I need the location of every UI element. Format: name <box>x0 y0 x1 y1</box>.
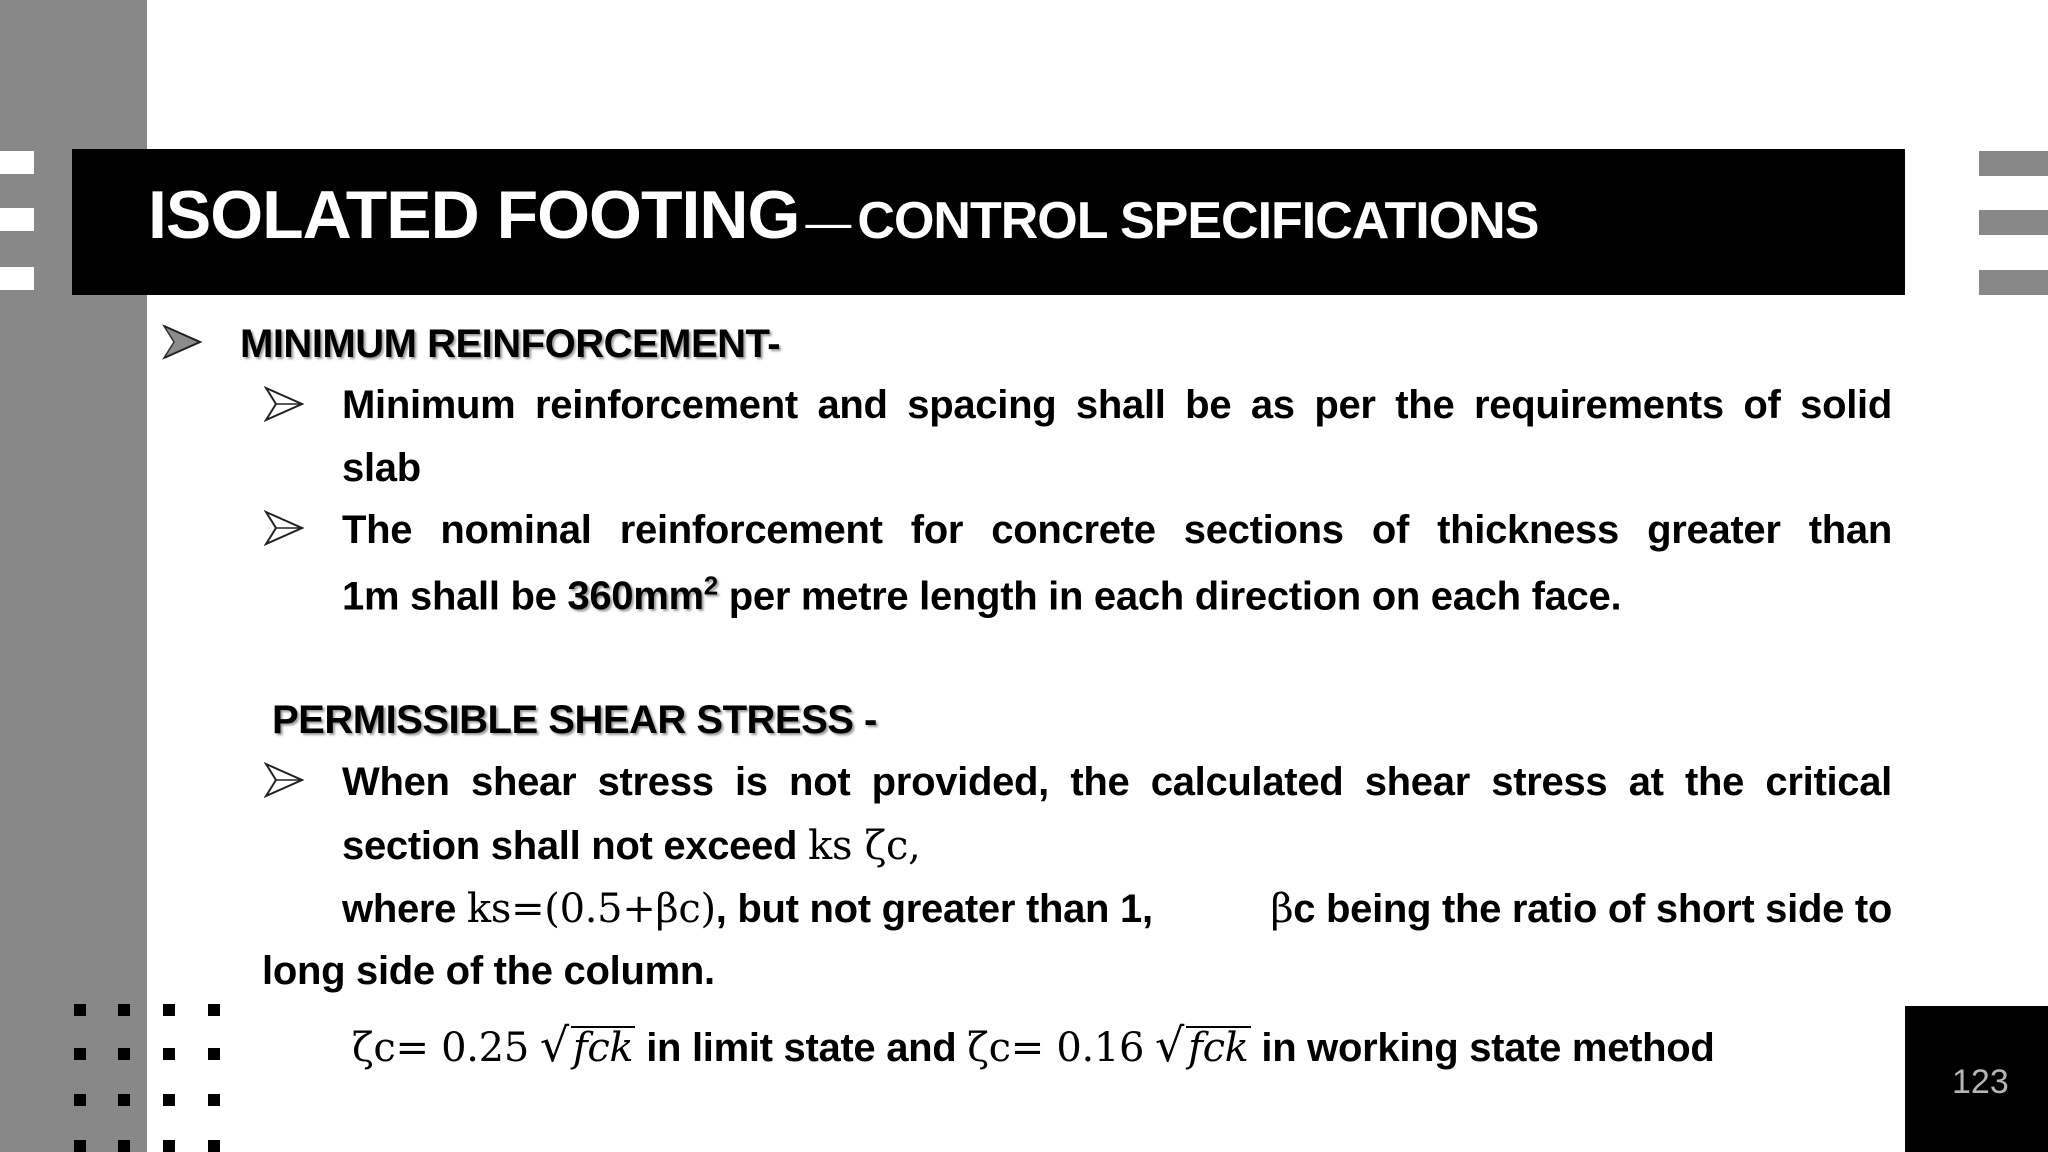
dot <box>208 1094 220 1106</box>
dot <box>163 1094 175 1106</box>
where-part <box>342 886 1153 932</box>
bullet-text <box>342 823 920 869</box>
dot <box>208 1004 220 1016</box>
left-decor-bar-1 <box>0 151 34 174</box>
math-expression: β <box>1270 886 1294 932</box>
superscript: 2 <box>703 571 718 601</box>
bullet-text-part: section shall not exceed <box>342 824 808 868</box>
formula-radicand: fck <box>572 1025 634 1071</box>
section-heading-shear-stress: PERMISSIBLE SHEAR STRESS - <box>272 698 877 742</box>
math-expression: ks ζc, <box>808 823 921 869</box>
reinforcement-value <box>567 571 718 619</box>
dot <box>74 1140 86 1152</box>
bullet-text: Minimum reinforcement and spacing shall be as per the requirements of solid <box>342 383 1892 427</box>
bullet-text-part: per metre length in each direction on each face. <box>717 574 1622 619</box>
dot <box>163 1004 175 1016</box>
title-dash: — <box>805 196 852 248</box>
formula-radicand: fck <box>1188 1025 1249 1071</box>
reinforcement-value-number: 360mm <box>567 574 704 619</box>
where-label: where <box>342 887 467 931</box>
dot <box>118 1094 130 1106</box>
bullet-text: When shear stress is not provided, the calculated shear stress at the critical <box>342 760 1892 804</box>
arrow-bullet-icon <box>264 384 304 424</box>
bullet-text: The nominal reinforcement for concrete sections of thickness greater than <box>342 508 1892 552</box>
arrow-bullet-icon <box>162 322 202 362</box>
dot <box>208 1140 220 1152</box>
arrow-bullet-icon <box>264 508 304 548</box>
formula-line <box>352 1018 1715 1072</box>
title-main: ISOLATED FOOTING <box>148 177 800 253</box>
dot <box>74 1048 86 1060</box>
dot <box>118 1140 130 1152</box>
dot <box>74 1094 86 1106</box>
dot <box>208 1048 220 1060</box>
dot <box>163 1048 175 1060</box>
sqrt-icon: √ <box>539 1018 569 1072</box>
slide-title <box>148 176 1538 254</box>
sqrt-icon: √ <box>1155 1018 1185 1072</box>
dot <box>118 1048 130 1060</box>
where-text: , but not greater than 1, <box>715 887 1153 931</box>
left-decor-bar-2 <box>0 208 34 231</box>
bullet-text-part: 1m shall be <box>342 574 568 619</box>
formula-lhs: ζc= 0.25 <box>352 1025 529 1071</box>
right-decor-bar-3 <box>1979 270 2048 295</box>
formula-text: in working state method <box>1250 1026 1715 1070</box>
right-decor-bar-2 <box>1979 210 2048 235</box>
dot <box>118 1004 130 1016</box>
bullet-text: slab <box>342 446 421 490</box>
where-line <box>342 886 1892 932</box>
arrow-bullet-icon <box>264 760 304 800</box>
bullet-text <box>342 571 1621 619</box>
where-part <box>1270 886 1892 932</box>
math-expression: ks=(0.5+βc) <box>466 886 716 932</box>
formula-text: in limit state and <box>646 1026 968 1070</box>
where-text: c being the ratio of short side to <box>1293 887 1892 931</box>
dot <box>74 1004 86 1016</box>
right-decor-bar-1 <box>1979 151 2048 176</box>
section-heading-min-reinforcement: MINIMUM REINFORCEMENT- <box>240 322 781 366</box>
dot <box>163 1140 175 1152</box>
title-subtitle: CONTROL SPECIFICATIONS <box>857 192 1539 250</box>
formula-lhs: ζc= 0.16 <box>967 1025 1145 1071</box>
page-number: 123 <box>1952 1063 2009 1101</box>
left-decor-bar-3 <box>0 267 34 290</box>
where-line-2: long side of the column. <box>262 949 715 993</box>
